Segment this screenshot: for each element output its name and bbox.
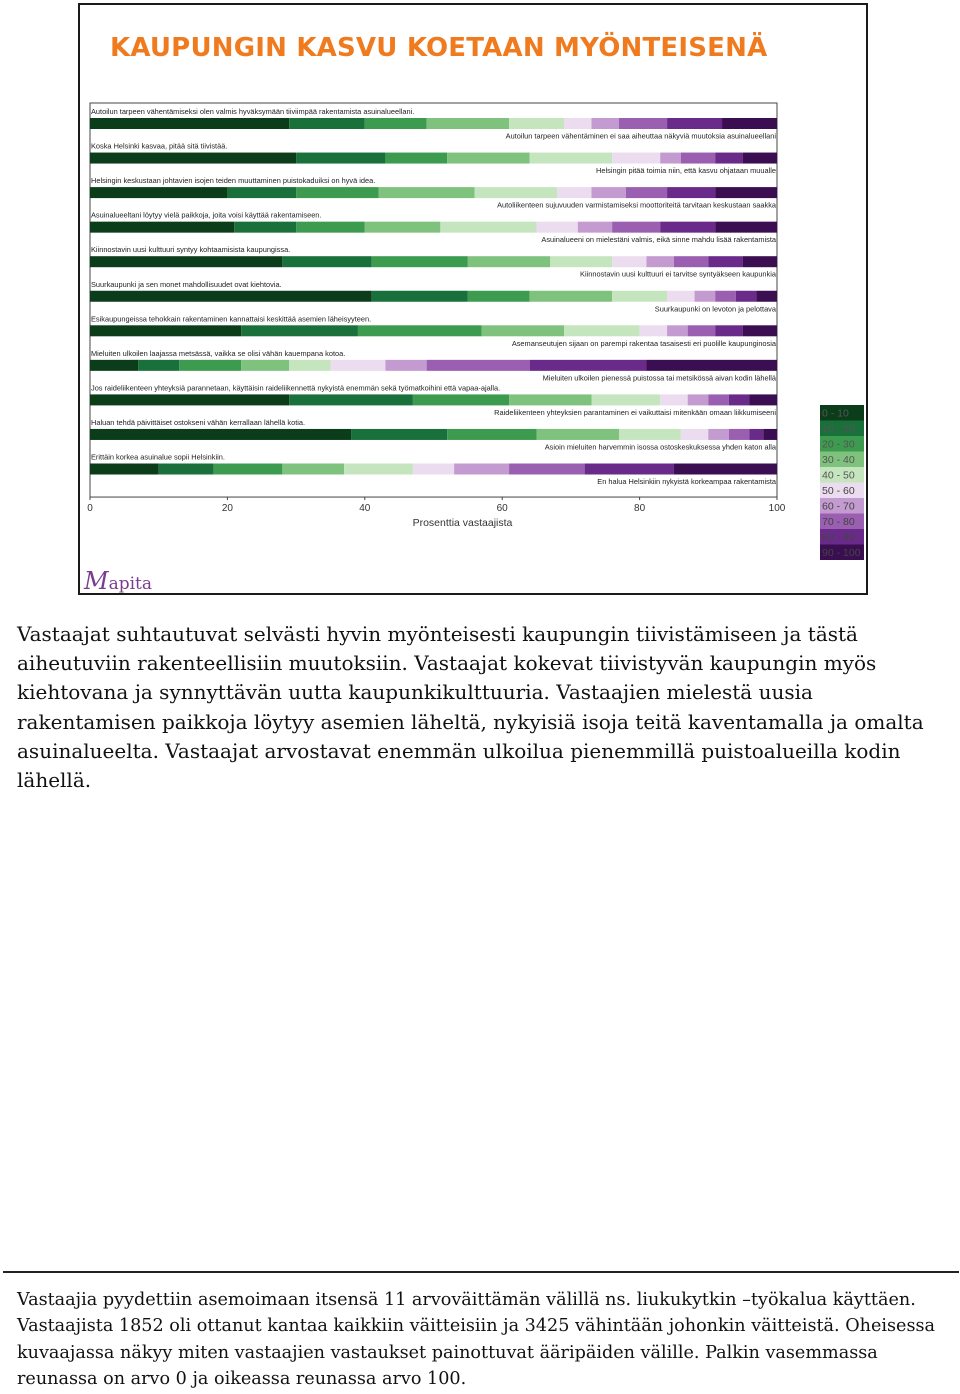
bar-segment-7-8	[530, 360, 647, 371]
legend-label-2: 20 - 30	[822, 438, 855, 451]
bar-segment-9-5	[681, 429, 708, 440]
bar-segment-6-4	[564, 325, 640, 336]
legend-label-5: 50 - 60	[822, 485, 855, 497]
legend-label-8: 80 - 90	[822, 531, 855, 544]
mapita-logo	[84, 567, 152, 595]
bar-segment-7-2	[179, 360, 241, 371]
legend-label-7: 70 - 80	[822, 516, 855, 528]
bar-segment-5-8	[736, 291, 757, 302]
bar-segment-8-8	[729, 394, 750, 405]
slide-title: KAUPUNGIN KASVU KOETAAN MYÖNTEISENÄ	[110, 33, 768, 63]
right-statement-10: En halua Helsinkiin nykyistä korkeampaa rakentamista	[597, 477, 776, 486]
bar-segment-4-5	[612, 256, 646, 267]
bar-segment-4-6	[646, 256, 673, 267]
bar-segment-8-7	[708, 394, 729, 405]
bar-segment-9-9	[763, 429, 777, 440]
bar-segment-2-7	[626, 187, 667, 198]
bar-segment-2-4	[475, 187, 557, 198]
bar-segment-5-7	[715, 291, 736, 302]
bar-segment-7-5	[330, 360, 385, 371]
bar-segment-1-6	[660, 153, 681, 164]
bar-segment-5-5	[667, 291, 694, 302]
bar-segment-3-4	[440, 222, 536, 233]
bar-segment-7-7	[427, 360, 530, 371]
right-statement-1: Helsingin pitää toimia niin, että kasvu ohjataan muualle	[596, 166, 776, 176]
bar-segment-10-8	[585, 464, 674, 475]
bar-segment-0-3	[427, 118, 509, 129]
bar-segment-10-9	[674, 464, 777, 475]
bar-segment-2-6	[592, 187, 626, 198]
bar-segment-7-0	[90, 360, 138, 371]
bar-segment-6-8	[715, 325, 742, 336]
bar-segment-6-1	[241, 325, 358, 336]
left-statement-3: Asuinalueeltani löytyy vielä paikkoja, joita voisi käyttää rakentamiseen.	[91, 210, 322, 220]
bar-segment-6-7	[688, 325, 715, 336]
bar-segment-6-3	[482, 325, 564, 336]
bar-segment-0-9	[722, 118, 777, 129]
bar-segment-2-2	[296, 187, 378, 198]
x-tick-label-0: 0	[87, 503, 93, 515]
legend-label-9: 90 - 100	[822, 547, 861, 559]
bar-segment-8-1	[289, 394, 413, 405]
bar-segment-0-6	[592, 118, 619, 129]
bar-segment-8-4	[592, 394, 661, 405]
bar-segment-0-2	[365, 118, 427, 129]
bar-segment-10-1	[159, 464, 214, 475]
bar-segment-7-3	[241, 360, 289, 371]
bar-segment-5-1	[372, 291, 468, 302]
bar-segment-4-4	[550, 256, 612, 267]
bar-segment-1-9	[743, 153, 777, 164]
bar-segment-10-3	[282, 464, 344, 475]
bar-segment-6-5	[640, 325, 667, 336]
stacked-bar-chart	[80, 5, 866, 593]
bar-segment-9-4	[619, 429, 681, 440]
bar-segment-6-9	[743, 325, 777, 336]
bar-segment-1-1	[296, 153, 385, 164]
bar-segment-7-4	[289, 360, 330, 371]
method-paragraph: Vastaajia pyydettiin asemoimaan itsensä 11 arvoväittämän välillä ns. liukukytkin –työkalua käyttäen. Vastaajista 1852 oli ottanut kantaa kaikkiin väitteisiin ja 3425 vähintään johonkin väitteistä. Oheisessa kuvaajassa näkyy miten vastaajien vastaukset painottuvat ääripäiden välille. Palkin vasemmassa reunassa on arvo 0 ja oikeassa reunassa arvo 100.	[17, 1290, 936, 1389]
bar-segment-9-2	[447, 429, 536, 440]
chart-slide	[78, 3, 868, 595]
bar-segment-3-5	[537, 222, 578, 233]
bar-segment-4-9	[743, 256, 777, 267]
bar-segment-8-2	[413, 394, 509, 405]
bar-segment-10-4	[344, 464, 413, 475]
bar-segment-5-6	[695, 291, 716, 302]
section-divider	[3, 1271, 959, 1273]
left-statement-9: Haluan tehdä päivittäiset ostokseni vähän kerrallaan lähellä kotia.	[91, 417, 306, 427]
bar-segment-3-7	[612, 222, 660, 233]
bar-segment-1-8	[715, 153, 742, 164]
bar-segment-3-6	[578, 222, 612, 233]
bar-segment-0-7	[619, 118, 667, 129]
x-tick-label-3: 60	[496, 503, 508, 515]
right-statement-8: Raideliikenteen yhteyksien parantaminen ei vaikuttaisi mitenkään omaan liikkumiseeni	[494, 407, 776, 417]
left-statement-7: Mieluiten ulkoilen laajassa metsässä, vaikka se olisi vähän kauempana kotoa.	[91, 348, 346, 358]
bar-segment-4-7	[674, 256, 708, 267]
bar-segment-2-1	[227, 187, 296, 198]
right-statement-0: Autoilun tarpeen vähentäminen ei saa aiheuttaa näkyviä muutoksia asuinalueellani	[505, 131, 776, 141]
bar-segment-0-8	[667, 118, 722, 129]
x-tick-label-1: 20	[221, 503, 233, 515]
bar-segment-9-3	[537, 429, 619, 440]
bar-segment-2-5	[557, 187, 591, 198]
bar-segment-8-6	[688, 394, 709, 405]
bar-segment-10-7	[509, 464, 585, 475]
bar-segment-2-9	[715, 187, 777, 198]
bar-segment-1-7	[681, 153, 715, 164]
bar-segment-1-4	[530, 153, 612, 164]
right-statement-4: Kiinnostavin uusi kulttuuri ei tarvitse syntyäkseen kaupunkia	[580, 269, 776, 279]
x-tick-label-5: 100	[768, 503, 786, 515]
bar-segment-8-3	[509, 394, 591, 405]
bar-segment-10-2	[214, 464, 283, 475]
bar-segment-5-3	[530, 291, 612, 302]
left-statement-10: Erittäin korkea asuinalue sopii Helsinkiin.	[91, 452, 225, 462]
bar-segment-7-1	[138, 360, 179, 371]
bar-segment-3-2	[296, 222, 365, 233]
bar-segment-0-4	[509, 118, 564, 129]
bar-segment-10-5	[413, 464, 454, 475]
bar-segment-7-6	[385, 360, 426, 371]
legend-label-0: 0 - 10	[822, 407, 849, 420]
bar-segment-3-1	[234, 222, 296, 233]
bar-segment-1-2	[385, 153, 447, 164]
legend-label-6: 60 - 70	[822, 500, 855, 513]
bar-segment-4-3	[468, 256, 550, 267]
bar-segment-9-8	[750, 429, 764, 440]
bar-segment-9-6	[708, 429, 729, 440]
bar-segment-5-4	[612, 291, 667, 302]
left-statement-1: Koska Helsinki kasvaa, pitää sitä tiivistää.	[91, 141, 228, 151]
summary-paragraph: Vastaajat suhtautuvat selvästi hyvin myönteisesti kaupungin tiivistämiseen ja tästä aiheutuviin rakenteellisiin muutoksiin. Vastaajat kokevat tiivistyvän kaupungin myös kiehtovana ja synnyttävän uutta kaupunkikulttuuria. Vastaajien mielestä uusia rakentamisen paikkoja löytyy asemien läheltä, nykyisiä isoja teitä kaventamalla ja omalta asuinalueelta. Vastaajat arvostavat enemmän ulkoilua pienemmillä puistoalueilla kodin lähellä.	[17, 622, 924, 793]
bar-segment-10-6	[454, 464, 509, 475]
right-statement-7: Mieluiten ulkoilen pienessä puistossa tai metsikössä aivan kodin lähellä	[542, 373, 776, 383]
x-tick-label-2: 40	[359, 503, 371, 515]
bar-segment-2-8	[667, 187, 715, 198]
bar-segment-4-8	[708, 256, 742, 267]
bar-segment-0-0	[90, 118, 289, 129]
bar-segment-6-0	[90, 325, 241, 336]
bar-segment-3-3	[365, 222, 441, 233]
bar-segment-4-2	[372, 256, 468, 267]
bar-segment-4-0	[90, 256, 282, 267]
bar-segment-8-0	[90, 394, 289, 405]
bar-segment-1-0	[90, 153, 296, 164]
bar-segment-5-9	[756, 291, 777, 302]
bar-segment-9-7	[729, 429, 750, 440]
bar-segment-10-0	[90, 464, 159, 475]
bar-segment-7-9	[646, 360, 777, 371]
bar-segment-4-1	[282, 256, 371, 267]
right-statement-9: Asioin mieluiten harvemmin isossa ostoskeskuksessa yhden katon alla	[544, 442, 776, 452]
bar-segment-6-6	[667, 325, 688, 336]
bar-segment-6-2	[358, 325, 482, 336]
bar-segment-0-1	[289, 118, 365, 129]
bar-segment-8-5	[660, 394, 687, 405]
bar-segment-5-0	[90, 291, 372, 302]
left-statement-6: Esikaupungeissa tehokkain rakentaminen kannattaisi keskittää asemien läheisyyteen.	[91, 314, 372, 324]
logo-letter: M	[84, 567, 109, 595]
bar-segment-8-9	[750, 394, 777, 405]
bar-segment-1-5	[612, 153, 660, 164]
x-tick-label-4: 80	[634, 503, 646, 515]
right-statement-3: Asuinalueeni on mielestäni valmis, eikä sinne mahdu lisää rakentamista	[541, 235, 776, 245]
bar-segment-0-5	[564, 118, 591, 129]
legend-label-1: 10 - 20	[822, 423, 855, 435]
x-axis-label: Prosenttia vastaajista	[412, 517, 513, 530]
left-statement-8: Jos raideliikenteen yhteyksiä parannetaan, käyttäisin raideliikennettä nykyistä enemmän sekä työmatkoihini että vapaa-ajalla.	[91, 383, 501, 393]
right-statement-6: Asemanseutujen sijaan on parempi rakentaa tasaisesti eri puolille kaupunginosia	[511, 338, 776, 348]
bar-segment-1-3	[447, 153, 529, 164]
bar-segment-5-2	[468, 291, 530, 302]
logo-text: apita	[108, 574, 152, 594]
bar-segment-3-9	[715, 222, 777, 233]
bar-segment-3-8	[660, 222, 715, 233]
right-statement-5: Suurkaupunki on levoton ja pelottava	[654, 304, 776, 314]
bar-segment-9-0	[90, 429, 351, 440]
left-statement-4: Kiinnostavin uusi kulttuuri syntyy kohtaamisista kaupungissa.	[91, 245, 291, 255]
bar-segment-3-0	[90, 222, 234, 233]
left-statement-0: Autoilun tarpeen vähentämiseksi olen valmis hyväksymään tiiviimpää rakentamista asuinalueellani.	[91, 107, 415, 116]
legend-label-4: 40 - 50	[822, 469, 855, 482]
right-statement-2: Autoliikenteen sujuvuuden varmistamiseksi moottoriteitä tarvitaan keskustaan saakka	[497, 200, 776, 210]
left-statement-5: Suurkaupunki ja sen monet mahdollisuudet ovat kiehtovia.	[91, 279, 282, 289]
legend-label-3: 30 - 40	[822, 454, 855, 466]
bar-segment-2-0	[90, 187, 227, 198]
left-statement-2: Helsingin keskustaan johtavien isojen teiden muuttaminen puistokaduiksi on hyvä idea.	[91, 176, 376, 186]
bar-segment-2-3	[379, 187, 475, 198]
bar-segment-9-1	[351, 429, 447, 440]
